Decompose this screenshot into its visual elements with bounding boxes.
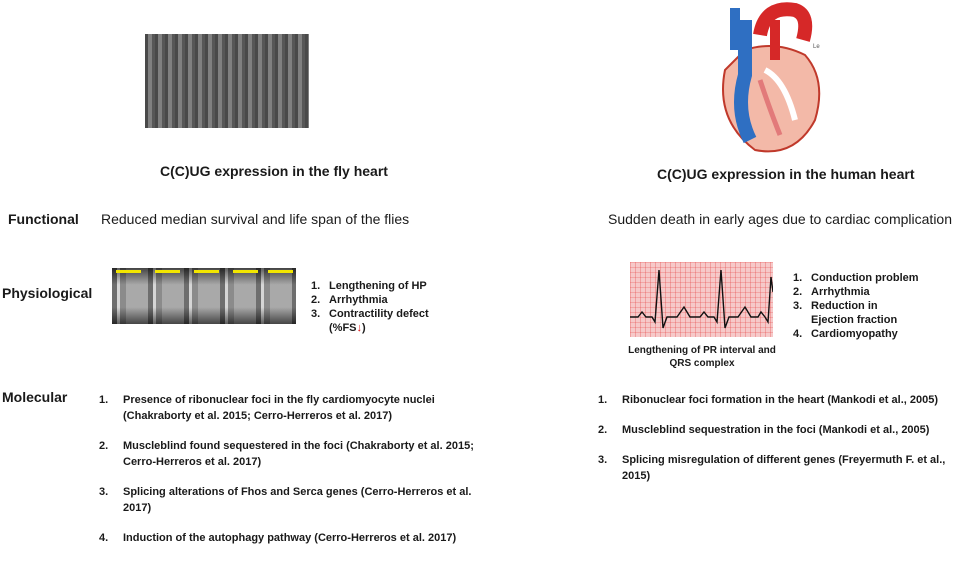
human-functional-text: Sudden death in early ages due to cardiac complication	[608, 211, 952, 227]
ecg-strip	[630, 262, 773, 337]
list-item: 1. Ribonuclear foci formation in the heart (Mankodi et al., 2005)	[598, 394, 938, 406]
list-item: 3. Splicing misregulation of different genes (Freyermuth F. et al., 2015)	[598, 454, 946, 482]
fly-physiological-list	[311, 279, 451, 335]
kymograph-marker	[233, 270, 258, 273]
kymograph-marker	[268, 270, 293, 273]
fly-heart-kymograph	[112, 268, 296, 324]
list-item: 3. Contractility defect (%FS↓)	[311, 308, 429, 334]
list-item: 1. Lengthening of HP	[311, 280, 427, 292]
row-label-physiological: Physiological	[2, 285, 93, 301]
list-item: 1. Presence of ribonuclear foci in the fly cardiomyocyte nuclei (Chakraborty et al. 2015; Cerro-Herreros et al. 2017)	[99, 394, 435, 422]
kymograph-marker	[155, 270, 180, 273]
human-heart-illustration	[705, 0, 830, 158]
row-label-molecular: Molecular	[2, 389, 68, 405]
kymograph-marker	[194, 270, 219, 273]
svg-text:Le: Le	[813, 44, 820, 50]
fly-molecular-list	[99, 392, 475, 560]
list-item: 3. Reduction in Ejection fraction	[793, 300, 898, 326]
ecg-caption: Lengthening of PR interval and QRS complex	[628, 345, 776, 369]
kymograph-marker	[116, 270, 141, 273]
list-item: 2. Arrhythmia	[793, 286, 870, 298]
row-label-functional: Functional	[8, 211, 79, 227]
fly-functional-text: Reduced median survival and life span of the flies	[101, 211, 410, 227]
down-arrow-icon: ↓	[356, 322, 362, 334]
list-item: 2. Arrhythmia	[311, 294, 388, 306]
fly-heart-title: C(C)UG expression in the fly heart	[160, 163, 388, 179]
list-item: 1. Conduction problem	[793, 272, 919, 284]
human-heart-title: C(C)UG expression in the human heart	[657, 166, 915, 182]
list-item: 2. Muscleblind sequestration in the foci (Mankodi et al., 2005)	[598, 424, 930, 436]
list-item: 4. Induction of the autophagy pathway (Cerro-Herreros et al. 2017)	[99, 532, 457, 544]
fly-heart-micrograph	[145, 34, 309, 128]
human-physiological-list	[793, 271, 943, 341]
list-item: 3. Splicing alterations of Fhos and Serca genes (Cerro-Herreros et al. 2017)	[99, 486, 472, 514]
list-item: 2. Muscleblind found sequestered in the foci (Chakraborty et al. 2015; Cerro-Herreros et al. 2017)	[99, 440, 474, 468]
human-molecular-list	[598, 392, 964, 498]
list-item: 4. Cardiomyopathy	[793, 328, 898, 340]
